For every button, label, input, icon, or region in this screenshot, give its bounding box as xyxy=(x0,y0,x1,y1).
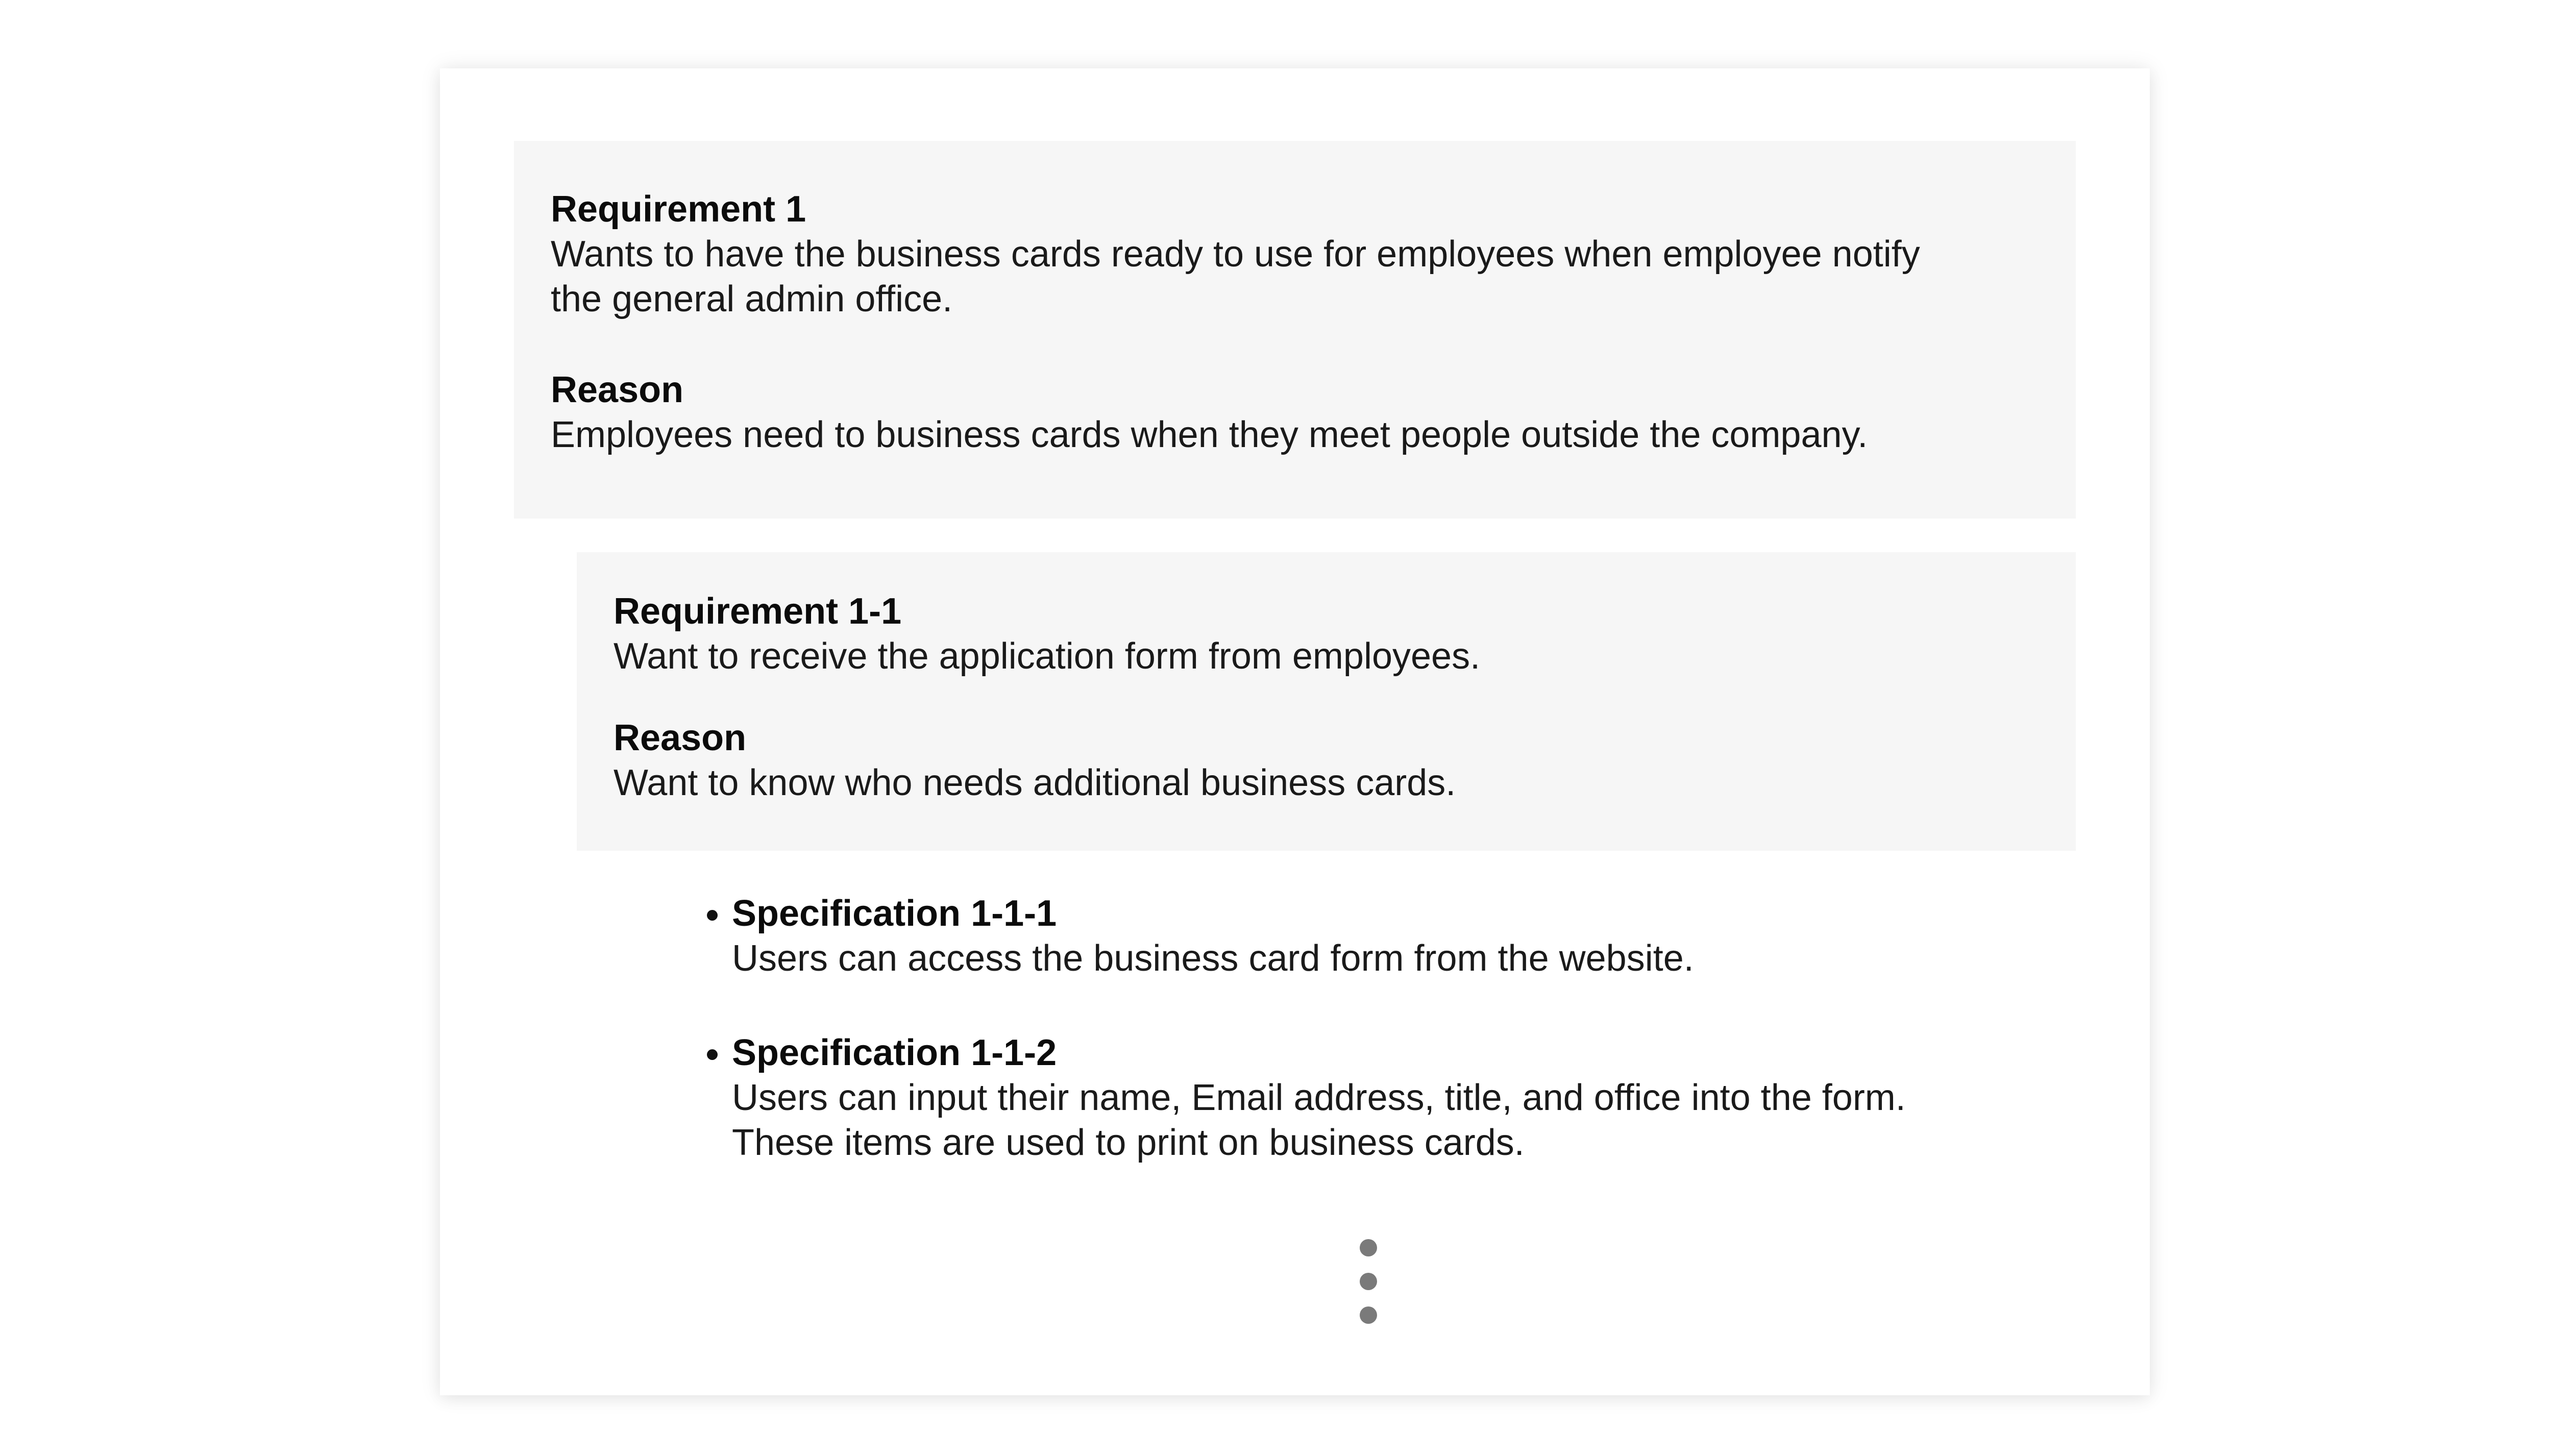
requirement-1-reason-title: Reason xyxy=(551,369,684,410)
specification-item xyxy=(732,1030,2110,1165)
ellipsis-dot xyxy=(1360,1273,1377,1290)
requirement-1-1-reason-title: Reason xyxy=(614,718,747,758)
ellipsis-dot xyxy=(1360,1306,1377,1324)
specification-title: • Specification 1-1-2 xyxy=(732,1032,1057,1073)
ellipsis-dot xyxy=(1360,1239,1377,1256)
requirement-1-description-line-1: Wants to have the business cards ready to use for employees when employee notify xyxy=(551,234,1920,275)
requirement-1-description-line-2: the general admin office. xyxy=(551,279,953,319)
requirement-1-1-description: Want to receive the application form from employees. xyxy=(614,636,1481,677)
vertical-ellipsis-icon xyxy=(1360,1239,1380,1331)
document-card xyxy=(440,68,2150,1395)
requirement-1-1-title: Requirement 1-1 xyxy=(614,591,902,632)
specification-text-line-2: These items are used to print on business cards. xyxy=(732,1122,1525,1163)
specification-text-line-1: Users can input their name, Email address, title, and office into the form. xyxy=(732,1077,1906,1118)
specification-list xyxy=(671,891,2110,1215)
requirement-1-title: Requirement 1 xyxy=(551,189,806,230)
requirement-1-1-reason-text: Want to know who needs additional business cards. xyxy=(614,762,1456,803)
requirement-1-reason-text: Employees need to business cards when they meet people outside the company. xyxy=(551,414,1868,455)
specification-title: • Specification 1-1-1 xyxy=(732,893,1057,934)
specification-item xyxy=(732,891,2110,981)
requirement-1-block xyxy=(514,141,2076,519)
specification-text: Users can access the business card form from the website. xyxy=(732,938,1694,979)
requirement-1-1-block xyxy=(577,552,2076,851)
